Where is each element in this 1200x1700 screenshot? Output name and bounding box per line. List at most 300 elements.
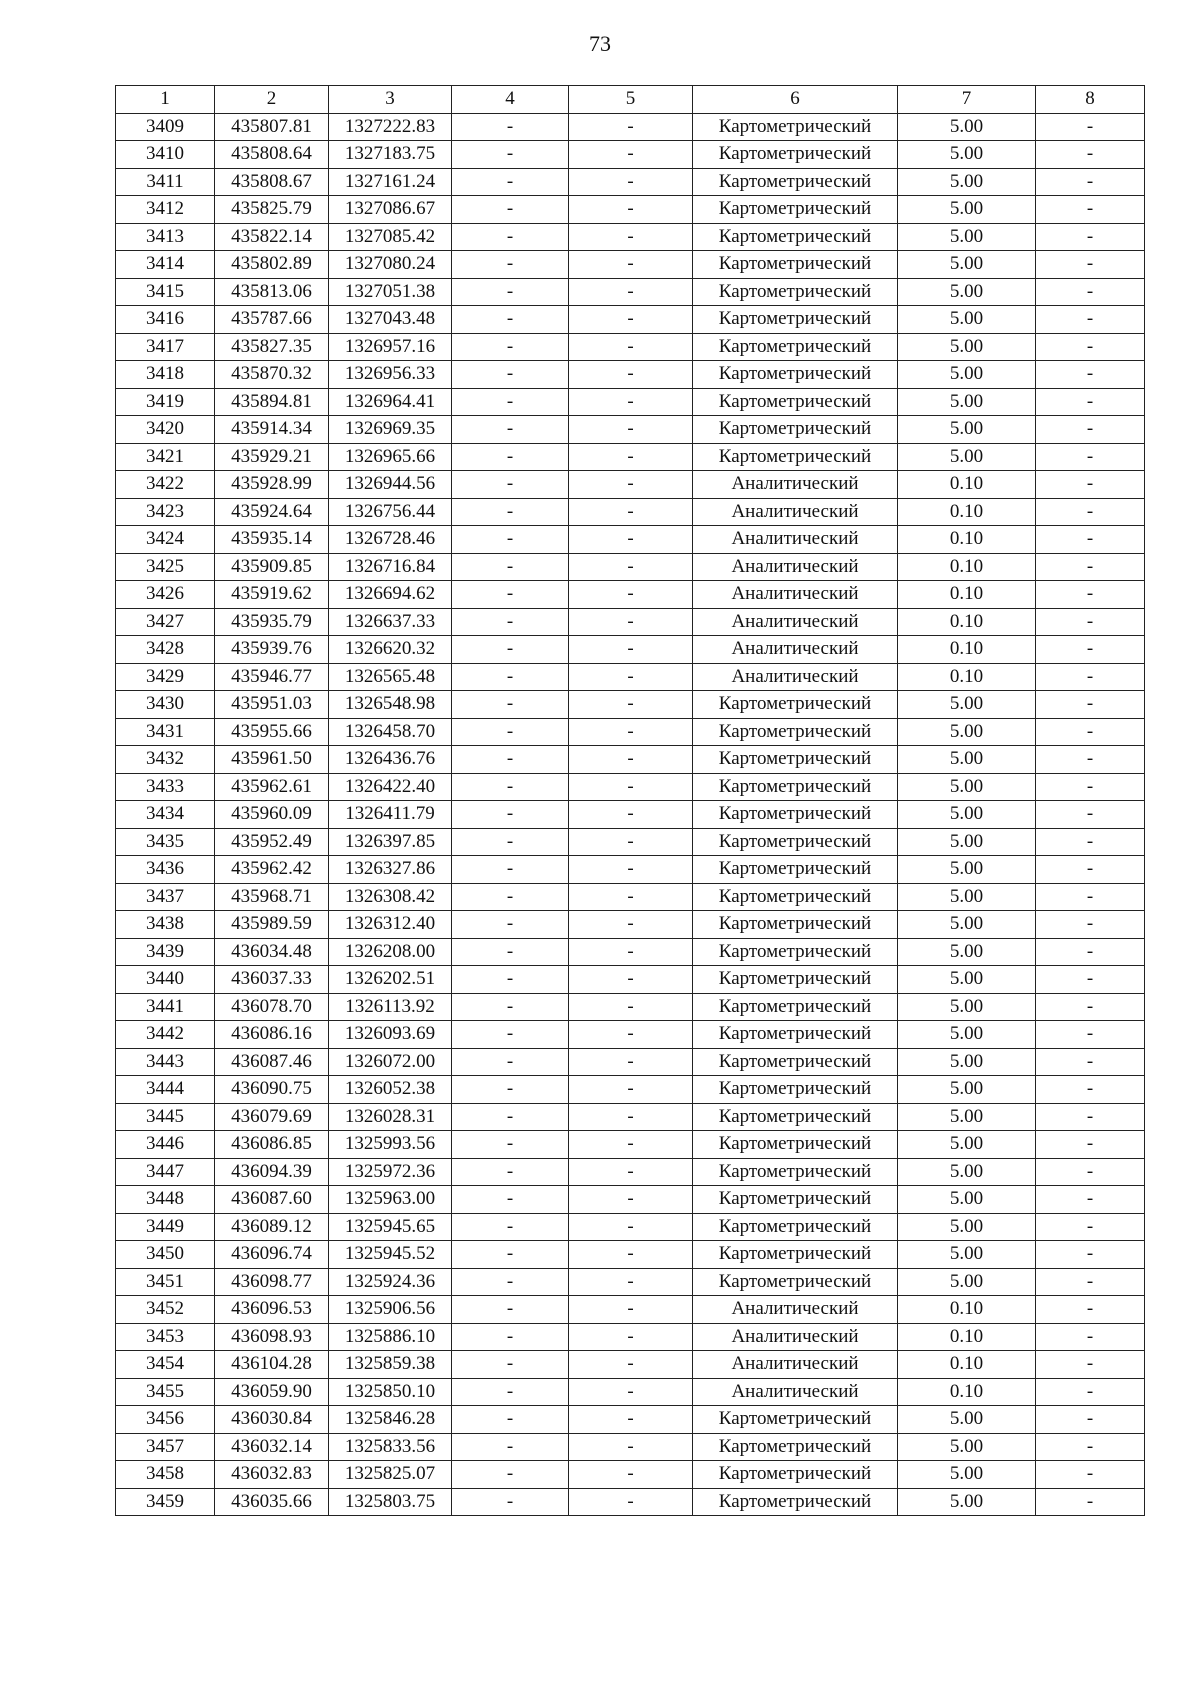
- table-row: [116, 993, 1145, 1021]
- column-8-cell: -: [1036, 443, 1145, 471]
- column-8-cell: -: [1036, 856, 1145, 884]
- column-8-cell: -: [1036, 196, 1145, 224]
- point-number-cell: 3444: [116, 1076, 215, 1104]
- column-4-cell: -: [452, 581, 569, 609]
- column-4-cell: -: [452, 1131, 569, 1159]
- x-coordinate-cell: 436086.85: [215, 1131, 329, 1159]
- column-8-cell: -: [1036, 883, 1145, 911]
- column-5-cell: -: [569, 1351, 693, 1379]
- point-number-cell: 3433: [116, 773, 215, 801]
- point-number-cell: 3442: [116, 1021, 215, 1049]
- accuracy-cell: 5.00: [898, 1131, 1036, 1159]
- column-5-cell: -: [569, 1048, 693, 1076]
- method-cell: Картометрический: [693, 1488, 898, 1516]
- x-coordinate-cell: 436032.14: [215, 1433, 329, 1461]
- method-cell: Картометрический: [693, 1076, 898, 1104]
- column-5-cell: -: [569, 608, 693, 636]
- y-coordinate-cell: 1327085.42: [329, 223, 452, 251]
- column-8-cell: -: [1036, 1021, 1145, 1049]
- x-coordinate-cell: 435802.89: [215, 251, 329, 279]
- column-header: 2: [215, 86, 329, 114]
- column-4-cell: -: [452, 416, 569, 444]
- x-coordinate-cell: 436086.16: [215, 1021, 329, 1049]
- x-coordinate-cell: 435935.14: [215, 526, 329, 554]
- y-coordinate-cell: 1326458.70: [329, 718, 452, 746]
- x-coordinate-cell: 436087.46: [215, 1048, 329, 1076]
- column-8-cell: -: [1036, 801, 1145, 829]
- header-row: [116, 86, 1145, 114]
- accuracy-cell: 5.00: [898, 1076, 1036, 1104]
- method-cell: Картометрический: [693, 718, 898, 746]
- point-number-cell: 3437: [116, 883, 215, 911]
- column-5-cell: -: [569, 1158, 693, 1186]
- column-8-cell: -: [1036, 746, 1145, 774]
- accuracy-cell: 5.00: [898, 141, 1036, 169]
- accuracy-cell: 5.00: [898, 1241, 1036, 1269]
- x-coordinate-cell: 435962.61: [215, 773, 329, 801]
- column-4-cell: -: [452, 471, 569, 499]
- accuracy-cell: 5.00: [898, 1186, 1036, 1214]
- column-4-cell: -: [452, 223, 569, 251]
- y-coordinate-cell: 1326728.46: [329, 526, 452, 554]
- point-number-cell: 3441: [116, 993, 215, 1021]
- accuracy-cell: 5.00: [898, 1213, 1036, 1241]
- accuracy-cell: 0.10: [898, 1378, 1036, 1406]
- column-4-cell: -: [452, 608, 569, 636]
- accuracy-cell: 5.00: [898, 196, 1036, 224]
- x-coordinate-cell: 435951.03: [215, 691, 329, 719]
- coordinates-table: [115, 85, 1145, 1516]
- column-8-cell: -: [1036, 471, 1145, 499]
- y-coordinate-cell: 1327161.24: [329, 168, 452, 196]
- column-4-cell: -: [452, 828, 569, 856]
- point-number-cell: 3426: [116, 581, 215, 609]
- point-number-cell: 3429: [116, 663, 215, 691]
- accuracy-cell: 5.00: [898, 911, 1036, 939]
- column-header: 3: [329, 86, 452, 114]
- column-5-cell: -: [569, 1213, 693, 1241]
- y-coordinate-cell: 1326965.66: [329, 443, 452, 471]
- column-8-cell: -: [1036, 1351, 1145, 1379]
- x-coordinate-cell: 436037.33: [215, 966, 329, 994]
- accuracy-cell: 5.00: [898, 828, 1036, 856]
- column-5-cell: -: [569, 223, 693, 251]
- y-coordinate-cell: 1325945.65: [329, 1213, 452, 1241]
- column-8-cell: -: [1036, 1433, 1145, 1461]
- method-cell: Картометрический: [693, 113, 898, 141]
- table-row: [116, 278, 1145, 306]
- method-cell: Картометрический: [693, 856, 898, 884]
- column-4-cell: -: [452, 113, 569, 141]
- column-4-cell: -: [452, 498, 569, 526]
- y-coordinate-cell: 1326620.32: [329, 636, 452, 664]
- point-number-cell: 3456: [116, 1406, 215, 1434]
- y-coordinate-cell: 1327222.83: [329, 113, 452, 141]
- y-coordinate-cell: 1326716.84: [329, 553, 452, 581]
- column-8-cell: -: [1036, 1131, 1145, 1159]
- y-coordinate-cell: 1325972.36: [329, 1158, 452, 1186]
- accuracy-cell: 5.00: [898, 718, 1036, 746]
- column-8-cell: -: [1036, 938, 1145, 966]
- x-coordinate-cell: 435825.79: [215, 196, 329, 224]
- column-5-cell: -: [569, 856, 693, 884]
- y-coordinate-cell: 1326944.56: [329, 471, 452, 499]
- point-number-cell: 3425: [116, 553, 215, 581]
- point-number-cell: 3430: [116, 691, 215, 719]
- column-4-cell: -: [452, 388, 569, 416]
- table-row: [116, 636, 1145, 664]
- x-coordinate-cell: 435894.81: [215, 388, 329, 416]
- accuracy-cell: 5.00: [898, 1406, 1036, 1434]
- x-coordinate-cell: 435960.09: [215, 801, 329, 829]
- method-cell: Картометрический: [693, 1268, 898, 1296]
- column-8-cell: -: [1036, 1048, 1145, 1076]
- column-8-cell: -: [1036, 1406, 1145, 1434]
- column-4-cell: -: [452, 746, 569, 774]
- table-row: [116, 1268, 1145, 1296]
- method-cell: Картометрический: [693, 416, 898, 444]
- x-coordinate-cell: 435952.49: [215, 828, 329, 856]
- table-row: [116, 883, 1145, 911]
- column-4-cell: -: [452, 1296, 569, 1324]
- accuracy-cell: 5.00: [898, 883, 1036, 911]
- y-coordinate-cell: 1327043.48: [329, 306, 452, 334]
- column-8-cell: -: [1036, 526, 1145, 554]
- column-4-cell: -: [452, 1268, 569, 1296]
- column-5-cell: -: [569, 1131, 693, 1159]
- column-8-cell: -: [1036, 993, 1145, 1021]
- method-cell: Аналитический: [693, 663, 898, 691]
- method-cell: Картометрический: [693, 1213, 898, 1241]
- column-8-cell: -: [1036, 333, 1145, 361]
- point-number-cell: 3420: [116, 416, 215, 444]
- table-row: [116, 911, 1145, 939]
- y-coordinate-cell: 1326397.85: [329, 828, 452, 856]
- y-coordinate-cell: 1326093.69: [329, 1021, 452, 1049]
- table-row: [116, 1213, 1145, 1241]
- x-coordinate-cell: 436098.93: [215, 1323, 329, 1351]
- point-number-cell: 3454: [116, 1351, 215, 1379]
- method-cell: Аналитический: [693, 1296, 898, 1324]
- column-5-cell: -: [569, 361, 693, 389]
- point-number-cell: 3419: [116, 388, 215, 416]
- x-coordinate-cell: 436059.90: [215, 1378, 329, 1406]
- column-5-cell: -: [569, 581, 693, 609]
- column-8-cell: -: [1036, 416, 1145, 444]
- accuracy-cell: 0.10: [898, 1323, 1036, 1351]
- column-5-cell: -: [569, 1433, 693, 1461]
- point-number-cell: 3451: [116, 1268, 215, 1296]
- accuracy-cell: 5.00: [898, 1158, 1036, 1186]
- column-4-cell: -: [452, 1241, 569, 1269]
- x-coordinate-cell: 435928.99: [215, 471, 329, 499]
- method-cell: Картометрический: [693, 691, 898, 719]
- table-row: [116, 141, 1145, 169]
- x-coordinate-cell: 435787.66: [215, 306, 329, 334]
- y-coordinate-cell: 1325993.56: [329, 1131, 452, 1159]
- column-4-cell: -: [452, 526, 569, 554]
- y-coordinate-cell: 1326308.42: [329, 883, 452, 911]
- table-row: [116, 691, 1145, 719]
- accuracy-cell: 5.00: [898, 278, 1036, 306]
- column-5-cell: -: [569, 773, 693, 801]
- column-5-cell: -: [569, 196, 693, 224]
- y-coordinate-cell: 1326052.38: [329, 1076, 452, 1104]
- point-number-cell: 3431: [116, 718, 215, 746]
- y-coordinate-cell: 1325886.10: [329, 1323, 452, 1351]
- column-header: 8: [1036, 86, 1145, 114]
- accuracy-cell: 5.00: [898, 938, 1036, 966]
- column-4-cell: -: [452, 278, 569, 306]
- method-cell: Аналитический: [693, 1378, 898, 1406]
- column-5-cell: -: [569, 1241, 693, 1269]
- point-number-cell: 3409: [116, 113, 215, 141]
- y-coordinate-cell: 1326957.16: [329, 333, 452, 361]
- table-row: [116, 1461, 1145, 1489]
- column-8-cell: -: [1036, 361, 1145, 389]
- column-8-cell: -: [1036, 966, 1145, 994]
- x-coordinate-cell: 436034.48: [215, 938, 329, 966]
- method-cell: Картометрический: [693, 883, 898, 911]
- point-number-cell: 3421: [116, 443, 215, 471]
- table-row: [116, 333, 1145, 361]
- point-number-cell: 3414: [116, 251, 215, 279]
- accuracy-cell: 5.00: [898, 223, 1036, 251]
- y-coordinate-cell: 1326756.44: [329, 498, 452, 526]
- column-5-cell: -: [569, 1268, 693, 1296]
- column-8-cell: -: [1036, 691, 1145, 719]
- column-4-cell: -: [452, 196, 569, 224]
- accuracy-cell: 0.10: [898, 636, 1036, 664]
- table-header: [116, 86, 1145, 114]
- column-5-cell: -: [569, 306, 693, 334]
- column-header: 5: [569, 86, 693, 114]
- point-number-cell: 3436: [116, 856, 215, 884]
- column-4-cell: -: [452, 141, 569, 169]
- x-coordinate-cell: 435808.64: [215, 141, 329, 169]
- y-coordinate-cell: 1327183.75: [329, 141, 452, 169]
- column-8-cell: -: [1036, 141, 1145, 169]
- column-4-cell: -: [452, 1021, 569, 1049]
- table-row: [116, 1076, 1145, 1104]
- table-row: [116, 1378, 1145, 1406]
- accuracy-cell: 0.10: [898, 1296, 1036, 1324]
- column-header: 7: [898, 86, 1036, 114]
- accuracy-cell: 5.00: [898, 1021, 1036, 1049]
- column-8-cell: -: [1036, 911, 1145, 939]
- column-4-cell: -: [452, 993, 569, 1021]
- accuracy-cell: 5.00: [898, 691, 1036, 719]
- x-coordinate-cell: 436030.84: [215, 1406, 329, 1434]
- point-number-cell: 3445: [116, 1103, 215, 1131]
- point-number-cell: 3457: [116, 1433, 215, 1461]
- x-coordinate-cell: 436089.12: [215, 1213, 329, 1241]
- x-coordinate-cell: 435939.76: [215, 636, 329, 664]
- method-cell: Картометрический: [693, 1048, 898, 1076]
- column-4-cell: -: [452, 1433, 569, 1461]
- y-coordinate-cell: 1326637.33: [329, 608, 452, 636]
- accuracy-cell: 5.00: [898, 1433, 1036, 1461]
- table-row: [116, 1048, 1145, 1076]
- x-coordinate-cell: 436078.70: [215, 993, 329, 1021]
- column-4-cell: -: [452, 1351, 569, 1379]
- column-5-cell: -: [569, 1323, 693, 1351]
- point-number-cell: 3455: [116, 1378, 215, 1406]
- column-8-cell: -: [1036, 773, 1145, 801]
- column-5-cell: -: [569, 1461, 693, 1489]
- column-8-cell: -: [1036, 1378, 1145, 1406]
- method-cell: Аналитический: [693, 526, 898, 554]
- x-coordinate-cell: 435827.35: [215, 333, 329, 361]
- point-number-cell: 3422: [116, 471, 215, 499]
- column-8-cell: -: [1036, 306, 1145, 334]
- column-5-cell: -: [569, 801, 693, 829]
- accuracy-cell: 0.10: [898, 553, 1036, 581]
- accuracy-cell: 5.00: [898, 388, 1036, 416]
- x-coordinate-cell: 435989.59: [215, 911, 329, 939]
- x-coordinate-cell: 436104.28: [215, 1351, 329, 1379]
- method-cell: Аналитический: [693, 636, 898, 664]
- table-row: [116, 718, 1145, 746]
- accuracy-cell: 5.00: [898, 1268, 1036, 1296]
- method-cell: Картометрический: [693, 333, 898, 361]
- column-8-cell: -: [1036, 1488, 1145, 1516]
- x-coordinate-cell: 435914.34: [215, 416, 329, 444]
- method-cell: Картометрический: [693, 141, 898, 169]
- accuracy-cell: 5.00: [898, 1461, 1036, 1489]
- column-4-cell: -: [452, 663, 569, 691]
- table-row: [116, 1351, 1145, 1379]
- point-number-cell: 3413: [116, 223, 215, 251]
- table-row: [116, 581, 1145, 609]
- accuracy-cell: 5.00: [898, 251, 1036, 279]
- column-5-cell: -: [569, 828, 693, 856]
- column-5-cell: -: [569, 416, 693, 444]
- y-coordinate-cell: 1326694.62: [329, 581, 452, 609]
- column-8-cell: -: [1036, 1158, 1145, 1186]
- point-number-cell: 3434: [116, 801, 215, 829]
- x-coordinate-cell: 435909.85: [215, 553, 329, 581]
- x-coordinate-cell: 435962.42: [215, 856, 329, 884]
- table-row: [116, 498, 1145, 526]
- table-row: [116, 388, 1145, 416]
- y-coordinate-cell: 1327051.38: [329, 278, 452, 306]
- table-row: [116, 1103, 1145, 1131]
- column-5-cell: -: [569, 526, 693, 554]
- column-8-cell: -: [1036, 553, 1145, 581]
- column-4-cell: -: [452, 361, 569, 389]
- method-cell: Аналитический: [693, 1351, 898, 1379]
- point-number-cell: 3458: [116, 1461, 215, 1489]
- method-cell: Картометрический: [693, 1021, 898, 1049]
- column-4-cell: -: [452, 553, 569, 581]
- accuracy-cell: 5.00: [898, 361, 1036, 389]
- method-cell: Картометрический: [693, 801, 898, 829]
- accuracy-cell: 5.00: [898, 168, 1036, 196]
- column-5-cell: -: [569, 388, 693, 416]
- method-cell: Картометрический: [693, 223, 898, 251]
- method-cell: Аналитический: [693, 1323, 898, 1351]
- column-4-cell: -: [452, 1378, 569, 1406]
- column-5-cell: -: [569, 1378, 693, 1406]
- column-8-cell: -: [1036, 1076, 1145, 1104]
- column-8-cell: -: [1036, 251, 1145, 279]
- accuracy-cell: 5.00: [898, 416, 1036, 444]
- column-4-cell: -: [452, 801, 569, 829]
- y-coordinate-cell: 1327080.24: [329, 251, 452, 279]
- y-coordinate-cell: 1326072.00: [329, 1048, 452, 1076]
- column-8-cell: -: [1036, 828, 1145, 856]
- column-8-cell: -: [1036, 663, 1145, 691]
- column-5-cell: -: [569, 1103, 693, 1131]
- column-5-cell: -: [569, 746, 693, 774]
- point-number-cell: 3452: [116, 1296, 215, 1324]
- x-coordinate-cell: 435961.50: [215, 746, 329, 774]
- table-row: [116, 223, 1145, 251]
- table-row: [116, 553, 1145, 581]
- accuracy-cell: 5.00: [898, 993, 1036, 1021]
- column-5-cell: -: [569, 993, 693, 1021]
- y-coordinate-cell: 1326327.86: [329, 856, 452, 884]
- y-coordinate-cell: 1326202.51: [329, 966, 452, 994]
- table-row: [116, 1131, 1145, 1159]
- accuracy-cell: 5.00: [898, 773, 1036, 801]
- x-coordinate-cell: 436079.69: [215, 1103, 329, 1131]
- method-cell: Картометрический: [693, 1186, 898, 1214]
- y-coordinate-cell: 1326969.35: [329, 416, 452, 444]
- y-coordinate-cell: 1326956.33: [329, 361, 452, 389]
- column-4-cell: -: [452, 1406, 569, 1434]
- table-row: [116, 801, 1145, 829]
- x-coordinate-cell: 435955.66: [215, 718, 329, 746]
- column-5-cell: -: [569, 636, 693, 664]
- method-cell: Картометрический: [693, 168, 898, 196]
- column-8-cell: -: [1036, 1103, 1145, 1131]
- table-row: [116, 828, 1145, 856]
- accuracy-cell: 5.00: [898, 801, 1036, 829]
- y-coordinate-cell: 1326113.92: [329, 993, 452, 1021]
- table-row: [116, 416, 1145, 444]
- table-row: [116, 938, 1145, 966]
- point-number-cell: 3459: [116, 1488, 215, 1516]
- x-coordinate-cell: 436098.77: [215, 1268, 329, 1296]
- point-number-cell: 3427: [116, 608, 215, 636]
- point-number-cell: 3411: [116, 168, 215, 196]
- column-5-cell: -: [569, 471, 693, 499]
- accuracy-cell: 5.00: [898, 1103, 1036, 1131]
- x-coordinate-cell: 436096.53: [215, 1296, 329, 1324]
- table-row: [116, 1241, 1145, 1269]
- table-row: [116, 1323, 1145, 1351]
- point-number-cell: 3415: [116, 278, 215, 306]
- column-4-cell: -: [452, 911, 569, 939]
- table-row: [116, 856, 1145, 884]
- x-coordinate-cell: 436094.39: [215, 1158, 329, 1186]
- column-header: 4: [452, 86, 569, 114]
- column-8-cell: -: [1036, 1461, 1145, 1489]
- point-number-cell: 3438: [116, 911, 215, 939]
- column-4-cell: -: [452, 1488, 569, 1516]
- column-8-cell: -: [1036, 1213, 1145, 1241]
- y-coordinate-cell: 1326411.79: [329, 801, 452, 829]
- method-cell: Аналитический: [693, 498, 898, 526]
- point-number-cell: 3448: [116, 1186, 215, 1214]
- column-8-cell: -: [1036, 1241, 1145, 1269]
- y-coordinate-cell: 1325825.07: [329, 1461, 452, 1489]
- column-4-cell: -: [452, 1076, 569, 1104]
- x-coordinate-cell: 435924.64: [215, 498, 329, 526]
- x-coordinate-cell: 435822.14: [215, 223, 329, 251]
